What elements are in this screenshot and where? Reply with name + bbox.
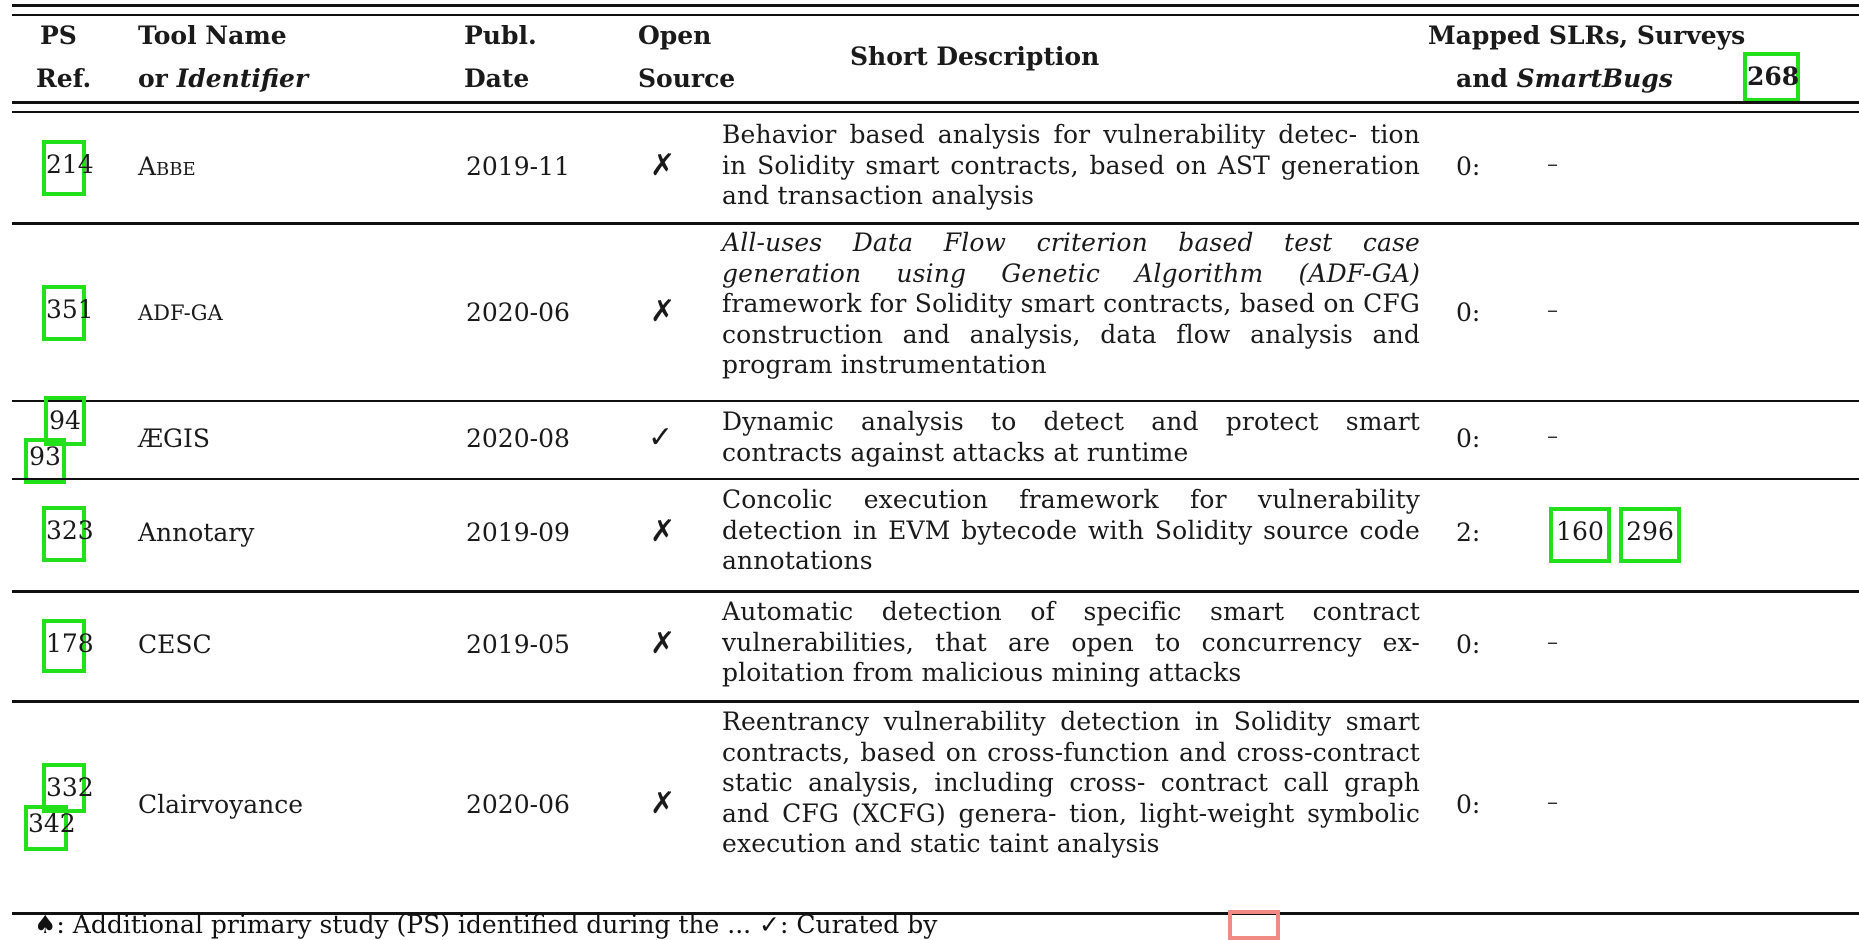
publication-date: 2020-06 xyxy=(466,298,570,327)
top-rule xyxy=(12,4,1859,7)
mapped-empty: – xyxy=(1547,790,1558,815)
mapped-count: 2: xyxy=(1456,518,1481,547)
cross-icon: ✗ xyxy=(650,514,676,549)
citation-link-93[interactable]: 93 xyxy=(24,438,66,484)
short-description: Reentrancy vulnerability detection in Solidity smart contracts, based on cross-function and cross-contract static analysis, including cross- contract call graph and CFG (XCFG) genera- tion, light-weight symbolic execution and static taint analysis xyxy=(722,707,1420,858)
citation-link-332[interactable]: 332 xyxy=(42,763,86,813)
row-divider xyxy=(12,590,1859,593)
publication-date: 2019-11 xyxy=(466,152,570,181)
header-rule-inner xyxy=(12,111,1859,113)
header-tool-name: Tool Name xyxy=(138,21,287,50)
publication-date: 2019-09 xyxy=(466,518,570,547)
tool-name: ÆGIS xyxy=(138,424,210,453)
header-publ: Publ. xyxy=(464,21,537,50)
header-ref: Ref. xyxy=(36,64,92,93)
short-description: Automatic detection of specific smart contract vulnerabilities, that are open to concurrency ex- ploitation from malicious mining attacks xyxy=(722,597,1420,687)
publication-date: 2019-05 xyxy=(466,630,570,659)
table-footnote: ♠: Additional primary study (PS) identified during the ... ✓: Curated by xyxy=(34,910,938,939)
citation-link-268[interactable]: 268 xyxy=(1743,52,1800,102)
mapped-count: 0: xyxy=(1456,424,1481,453)
header-source: Source xyxy=(638,64,736,93)
header-open: Open xyxy=(638,21,712,50)
header-rule xyxy=(12,101,1859,104)
citation-link-351[interactable]: 351 xyxy=(42,285,86,341)
citation-link-footnote[interactable] xyxy=(1228,910,1280,940)
mapped-count: 0: xyxy=(1456,298,1481,327)
mapped-count: 0: xyxy=(1456,152,1481,181)
tool-name: CESC xyxy=(138,630,212,659)
check-icon: ✓ xyxy=(648,420,674,455)
header-short-description: Short Description xyxy=(850,42,1100,71)
row-divider xyxy=(12,400,1859,402)
publication-date: 2020-06 xyxy=(466,790,570,819)
mapped-count: 0: xyxy=(1456,790,1481,819)
cross-icon: ✗ xyxy=(650,294,676,329)
cross-icon: ✗ xyxy=(650,786,676,821)
header-ps: PS xyxy=(40,21,77,50)
citation-link-214[interactable]: 214 xyxy=(42,140,86,196)
publication-date: 2020-08 xyxy=(466,424,570,453)
header-smartbugs: and SmartBugs xyxy=(1456,64,1673,93)
citation-link-342[interactable]: 342 xyxy=(24,805,68,851)
citation-link-160[interactable]: 160 xyxy=(1549,507,1611,563)
tool-name: Annotary xyxy=(138,518,255,547)
row-divider xyxy=(12,478,1859,480)
short-description: Dynamic analysis to detect and protect smart contracts against attacks at runtime xyxy=(722,407,1420,467)
mapped-empty: – xyxy=(1547,630,1558,655)
short-description: All-uses Data Flow criterion based test case generation using Genetic Algorithm (ADF-GA) framework for Solidity smart contracts, based on CFG construction and analysis, data flow analysis and program instrumentation xyxy=(722,228,1420,379)
tool-name: Abbe xyxy=(138,152,196,181)
mapped-count: 0: xyxy=(1456,630,1481,659)
cross-icon: ✗ xyxy=(650,626,676,661)
citation-link-296[interactable]: 296 xyxy=(1619,507,1681,563)
mapped-empty: – xyxy=(1547,298,1558,323)
cross-icon: ✗ xyxy=(650,148,676,183)
mapped-empty: – xyxy=(1547,424,1558,449)
header-date: Date xyxy=(464,64,530,93)
header-identifier: or Identifier xyxy=(138,64,309,93)
short-description: Behavior based analysis for vulnerability detec- tion in Solidity smart contracts, based on AST generation and transaction analysis xyxy=(722,120,1420,210)
citation-link-178[interactable]: 178 xyxy=(42,619,86,673)
citation-link-323[interactable]: 323 xyxy=(42,506,86,562)
short-description: Concolic execution framework for vulnerability detection in EVM bytecode with Solidity source code annotations xyxy=(722,485,1420,575)
citation-link-94[interactable]: 94 xyxy=(44,396,86,446)
row-divider xyxy=(12,222,1859,225)
tool-name: Clairvoyance xyxy=(138,790,304,819)
header-mapped: Mapped SLRs, Surveys xyxy=(1428,21,1746,50)
tool-name: ADF-GA xyxy=(138,301,223,325)
row-divider xyxy=(12,700,1859,703)
mapped-empty: – xyxy=(1547,152,1558,177)
